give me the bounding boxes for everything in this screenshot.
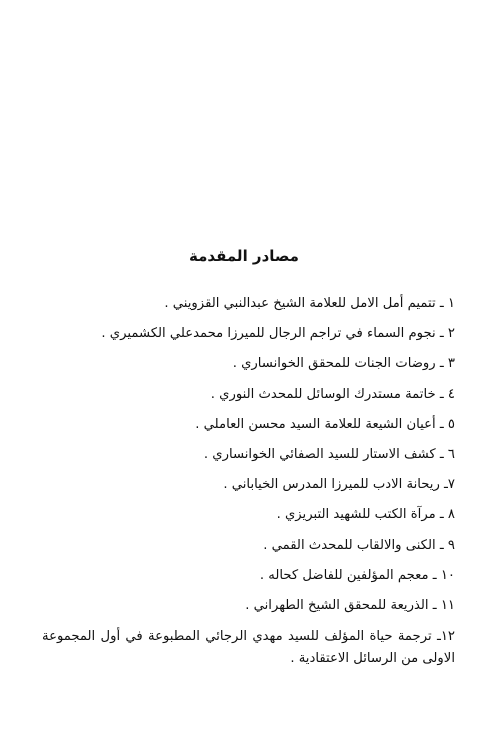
section-heading: مصادر المقدمة bbox=[189, 247, 299, 265]
source-item: ١٢ـ ترجمة حياة المؤلف للسيد مهدي الرجائي المطبوعة في أول المجموعة الاولى من الرسائل الاعتقادية . bbox=[42, 629, 455, 667]
source-item: ٣ ـ روضات الجنات للمحقق الخوانساري . bbox=[232, 356, 455, 372]
sources-list bbox=[42, 294, 455, 681]
source-item: ٢ ـ نجوم السماء في تراجم الرجال للميرزا محمدعلي الكشميري . bbox=[101, 326, 455, 342]
source-item: ١١ ـ الذريعة للمحقق الشيخ الطهراني . bbox=[245, 597, 455, 613]
source-item: ١٠ ـ معجم المؤلفين للفاضل كحاله . bbox=[259, 567, 455, 583]
source-item: ٨ ـ مرآة الكتب للشهيد التبريزي . bbox=[276, 507, 455, 523]
source-item: ١ ـ تتميم أمل الامل للعلامة الشيخ عبدالنبي القزويني . bbox=[164, 296, 455, 311]
source-item: ٩ ـ الكنى والالقاب للمحدث القمي . bbox=[263, 537, 455, 553]
source-item: ٦ ـ كشف الاستار للسيد الصفائي الخوانساري . bbox=[203, 446, 455, 462]
source-item: ٧ـ ريحانة الادب للميرزا المدرس الخياباني . bbox=[223, 477, 455, 493]
source-item: ٥ ـ أعيان الشيعة للعلامة السيد محسن العاملي . bbox=[195, 416, 455, 432]
source-item: ٤ ـ خاتمة مستدرك الوسائل للمحدث النوري . bbox=[210, 386, 455, 402]
